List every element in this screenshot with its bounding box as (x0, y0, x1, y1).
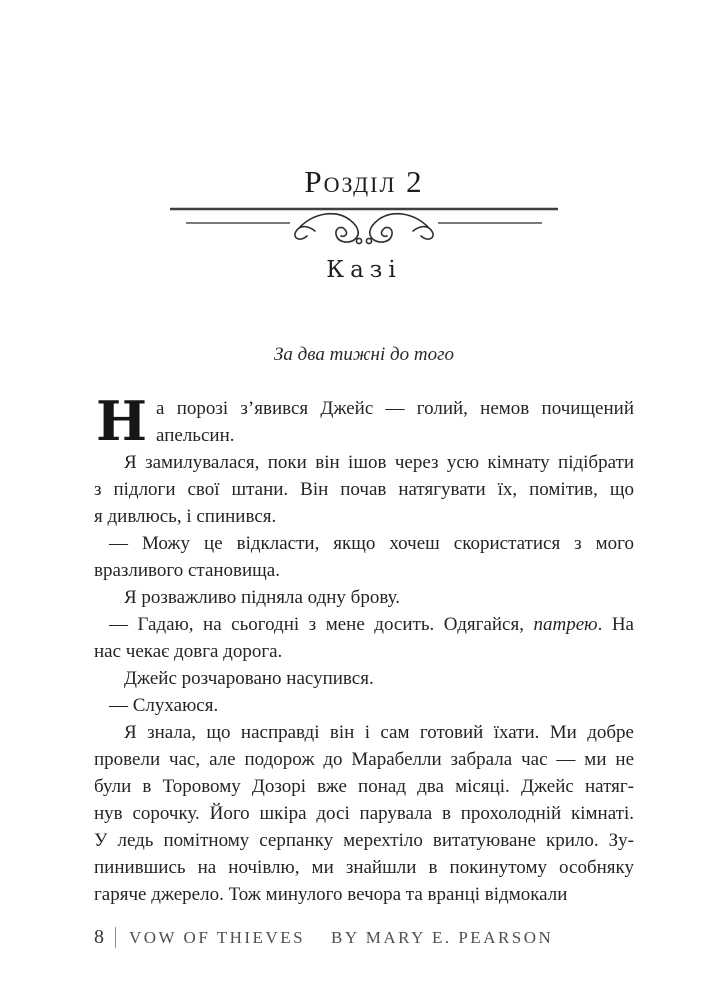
paragraph (94, 389, 634, 453)
text-line (94, 611, 634, 638)
paragraph (94, 665, 634, 692)
page-footer (94, 926, 553, 949)
text-line (94, 557, 634, 584)
text-segment: апельсин. (156, 425, 235, 446)
flourish-divider-icon (170, 203, 558, 247)
text-line (94, 530, 634, 557)
text-segment: гаряче джерело. Тож минулого вечора та вранці відмокали (94, 884, 568, 905)
text-segment: У ледь помітному серпанку мерехтіло витатуюване крило. Зу- (94, 830, 634, 851)
text-segment: пинившись на ночівлю, ми знайшли в покинутому особняку (94, 857, 634, 878)
text-line (94, 503, 634, 530)
paragraph (94, 692, 634, 719)
text-line (94, 881, 634, 908)
book-title: VOW OF THIEVES (129, 927, 306, 947)
text-line (94, 773, 634, 800)
chapter-title: Розділ 2 (304, 164, 424, 199)
text-line (94, 692, 634, 719)
text-line (94, 395, 634, 422)
author-credit: BY MARY E. PEARSON (331, 927, 554, 947)
drop-cap: Н (96, 389, 148, 453)
text-line (94, 854, 634, 881)
body-text (94, 389, 634, 908)
paragraph (94, 530, 634, 584)
text-line (94, 665, 634, 692)
italic-text: патрею (533, 614, 598, 635)
text-line (94, 638, 634, 665)
text-line (94, 800, 634, 827)
narrator-name: Казі (326, 257, 402, 283)
text-segment: — Можу це відкласти, якщо хочеш скористатися з мого (109, 533, 634, 554)
text-segment: провели час, але подорож до Марабелли забрала час — ми не (94, 749, 634, 770)
text-segment: я дивлюсь, і спинився. (94, 506, 277, 527)
text-segment: Я знала, що насправді він і сам готовий їхати. Ми добре (124, 722, 634, 743)
paragraph (94, 719, 634, 908)
text-line (94, 584, 634, 611)
text-segment: Я замилувалася, поки він ішов через усю кімнату підібрати (124, 452, 634, 473)
text-segment: — Слухаюся. (109, 695, 219, 716)
text-segment: нас чекає довга дорога. (94, 641, 283, 662)
text-line (94, 476, 634, 503)
text-segment: . На (597, 614, 634, 635)
text-line (94, 719, 634, 746)
paragraph (94, 611, 634, 665)
epigraph: За два тижні до того (274, 344, 454, 365)
text-segment: Джейс розчаровано насупився. (124, 668, 374, 689)
text-segment: були в Торовому Дозорі вже понад два місяці. Джейс натяг- (94, 776, 634, 797)
text-segment: Я розважливо підняла одну брову. (124, 587, 401, 608)
text-line (94, 449, 634, 476)
paragraph (94, 449, 634, 530)
text-line (94, 746, 634, 773)
footer-separator (115, 927, 116, 948)
text-line (94, 827, 634, 854)
paragraph (94, 584, 634, 611)
text-segment: — Гадаю, на сьогодні з мене досить. Одягайся, (109, 614, 534, 635)
text-segment: вразливого становища. (94, 560, 280, 581)
text-segment: нув сорочку. Його шкіра досі парувала в прохолодній кімнаті. (94, 803, 634, 824)
text-line (94, 422, 634, 449)
page-number: 8 (94, 926, 104, 948)
text-segment: з підлоги свої штани. Він почав натягувати їх, помітив, що (94, 479, 634, 500)
text-segment: а порозі з’явився Джейс — голий, немов почищений (156, 398, 634, 419)
